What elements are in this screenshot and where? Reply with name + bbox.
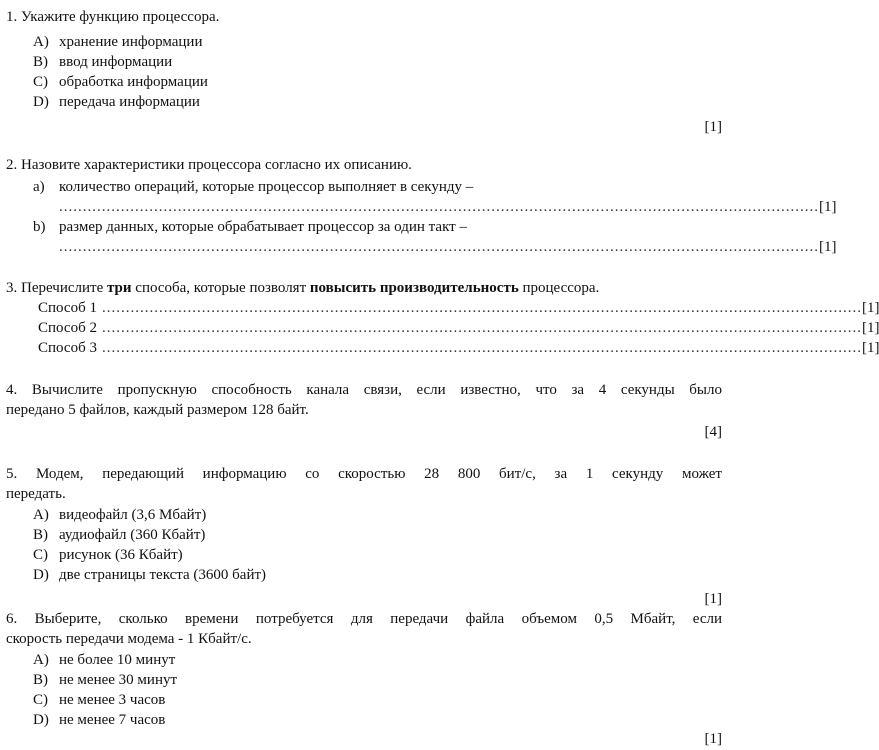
q5-option-c-text: рисунок (36 Кбайт) — [59, 547, 183, 563]
q1-option-d — [33, 93, 200, 111]
q1-option-d-letter: D) — [33, 94, 49, 110]
q6-option-c-text: не менее 3 часов — [59, 692, 166, 708]
q2-item-a — [33, 178, 473, 196]
q2-item-b — [33, 218, 467, 236]
q6-option-a — [33, 651, 175, 669]
q6-marks: [1] — [704, 731, 722, 747]
q5-option-a-letter: A) — [33, 507, 49, 523]
q6-option-b-letter: B) — [33, 672, 48, 688]
question-3-text — [6, 279, 599, 297]
q5-option-b-text: аудиофайл (360 Кбайт) — [59, 527, 206, 543]
q3-text-start: 3. Перечислите — [6, 280, 107, 296]
q3-text-bold-performance: повысить производительность — [309, 280, 519, 296]
q3-way-1-label: Способ 1 — [38, 300, 97, 316]
question-4-line-2: передано 5 файлов, каждый размером 128 байт. — [6, 402, 309, 418]
q6-option-b-text: не менее 30 минут — [59, 672, 178, 688]
q6-option-b — [33, 671, 177, 689]
q2-item-b-text: размер данных, которые обрабатывает процессор за один такт – — [59, 219, 467, 235]
question-6-line-1: 6. Выберите, сколько времени потребуется для передачи файла объемом 0,5 Мбайт, если — [6, 611, 722, 627]
q1-option-c — [33, 73, 208, 91]
q3-text-end: процессора. — [518, 280, 600, 296]
question-5-line-2: передать. — [6, 486, 66, 502]
q4-marks: [4] — [704, 424, 722, 440]
q5-option-c-letter: C) — [33, 547, 48, 563]
q5-option-a — [33, 506, 206, 524]
q1-option-c-letter: C) — [33, 74, 48, 90]
q6-option-d-letter: D) — [33, 712, 49, 728]
question-2-text: 2. Назовите характеристики процессора согласно их описанию. — [6, 157, 412, 173]
q3-way-2-marks: [1] — [861, 320, 879, 336]
q3-way-2-label: Способ 2 — [38, 320, 97, 336]
q3-way-3-marks: [1] — [861, 340, 879, 356]
q1-option-b — [33, 53, 172, 71]
q5-option-c — [33, 546, 183, 564]
q3-text-bold-three: три — [106, 280, 132, 296]
q5-option-b — [33, 526, 205, 544]
q3-text-mid: способа, которые позволят — [131, 280, 310, 296]
q2-a-marks: [1] — [819, 199, 837, 215]
q2-dots-b: ................................................................................................................................................................ — [59, 239, 819, 255]
q3-way-1-marks: [1] — [861, 300, 879, 316]
q5-option-b-letter: B) — [33, 527, 48, 543]
q6-option-c-letter: C) — [33, 692, 48, 708]
q3-way-2-row[interactable] — [38, 319, 879, 337]
q3-way-3-row[interactable] — [38, 339, 879, 357]
question-5-line-1: 5. Модем, передающий информацию со скоростью 28 800 бит/с, за 1 секунду может — [6, 466, 722, 482]
q5-marks: [1] — [704, 591, 722, 607]
q6-option-d — [33, 711, 165, 729]
q1-option-d-text: передача информации — [59, 94, 200, 110]
q6-option-d-text: не менее 7 часов — [59, 712, 166, 728]
q3-way-3-dots: ................................................................................................................................................................ — [101, 340, 862, 356]
q2-answer-line-b[interactable] — [59, 238, 837, 256]
q2-dots-a: ................................................................................................................................................................ — [59, 199, 819, 215]
q2-answer-line-a[interactable] — [59, 198, 837, 216]
q6-option-a-text: не более 10 минут — [59, 652, 176, 668]
q2-item-a-letter: a) — [33, 179, 45, 195]
q1-option-a-letter: A) — [33, 34, 49, 50]
q1-option-a — [33, 33, 202, 51]
question-4-line-1: 4. Вычислите пропускную способность канала связи, если известно, что за 4 секунды было — [6, 382, 722, 398]
q5-option-d-letter: D) — [33, 567, 49, 583]
q3-way-3-label: Способ 3 — [38, 340, 97, 356]
q5-option-d — [33, 566, 266, 584]
q1-option-a-text: хранение информации — [59, 34, 203, 50]
question-1-text: 1. Укажите функцию процессора. — [6, 9, 220, 25]
question-6-line-2: скорость передачи модема - 1 Кбайт/с. — [6, 631, 252, 647]
q3-way-1-dots: ................................................................................................................................................................ — [101, 300, 862, 316]
q1-option-b-text: ввод информации — [59, 54, 173, 70]
q1-option-b-letter: B) — [33, 54, 48, 70]
q2-item-a-text: количество операций, которые процессор выполняет в секунду – — [59, 179, 474, 195]
q5-option-a-text: видеофайл (3,6 Мбайт) — [59, 507, 207, 523]
q6-option-c — [33, 691, 165, 709]
q2-item-b-letter: b) — [33, 219, 46, 235]
q2-b-marks: [1] — [819, 239, 837, 255]
q3-way-2-dots: ................................................................................................................................................................ — [101, 320, 862, 336]
q5-option-d-text: две страницы текста (3600 байт) — [59, 567, 267, 583]
q6-option-a-letter: A) — [33, 652, 49, 668]
q1-marks: [1] — [704, 119, 722, 135]
q3-way-1-row[interactable] — [38, 299, 879, 317]
q1-option-c-text: обработка информации — [59, 74, 208, 90]
